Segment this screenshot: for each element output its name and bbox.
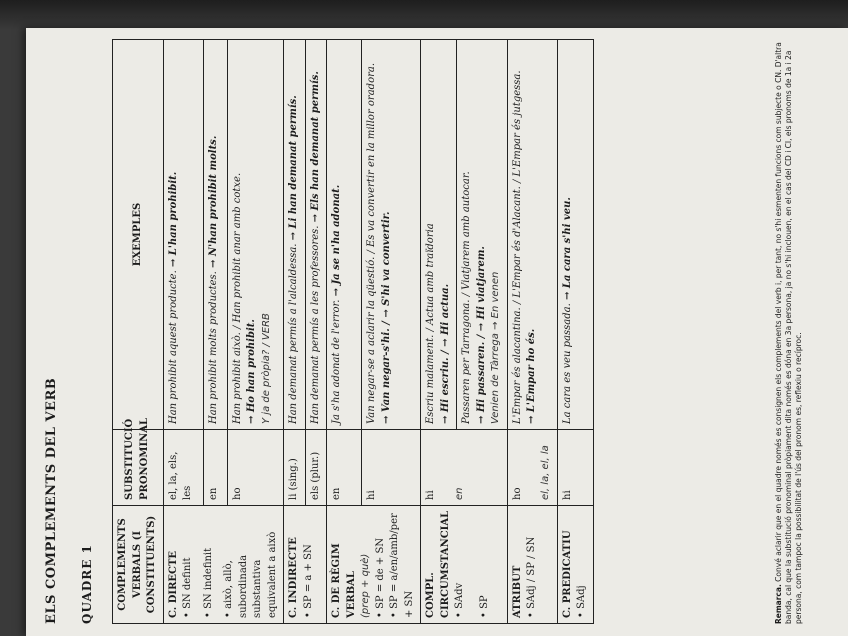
- complements-table: [112, 39, 594, 624]
- pronoun-cell: hi: [557, 430, 593, 506]
- example-text: Han prohibit aquest producte.: [167, 270, 179, 424]
- pronoun-cell: [421, 430, 508, 506]
- subcategory-label: • SP: [478, 511, 493, 618]
- header-exemples: EXEMPLES: [113, 40, 164, 430]
- category-cell: [327, 506, 421, 624]
- subcategory-label: • SAdj / SP / SN: [525, 511, 540, 618]
- subcategory-label: • SN definit: [181, 511, 196, 618]
- handwritten-note: Venien de Tàrrega → En venen: [490, 271, 501, 424]
- remark-text: Convé aclarir que en el quadre només es consignen els complements del verb i, per tant, no s'hi esmenten funcions com subjecte o CN. D'altra banda, cal que la substitució pronominal pròpiament dita només es dóna en 3a persona, ja no s'hi inclouen, en el cas del CD i CI, els pronoms de 1a i 2a persona, com tampoc la possibilitat de l'ús del pronom es, reflexiu o recíproc.: [774, 42, 804, 624]
- table-row: [163, 40, 203, 624]
- category-cell: [557, 506, 593, 624]
- subcategory-label: • SN indefinit: [202, 511, 217, 618]
- document-title: ELS COMPLEMENTS DEL VERB: [44, 377, 59, 624]
- pronoun-cell: en: [327, 430, 362, 506]
- category-cell: [284, 506, 327, 624]
- rotated-content: [26, 28, 848, 636]
- pronoun-value: ho: [511, 487, 523, 500]
- example-result: → Van negar-s'hi. / → S'hi va convertir.: [380, 211, 392, 424]
- example-text: Passaren per Tarragona. / Viatjarem amb autocar.: [461, 171, 472, 424]
- subcategory-label: • això, allò, subordinada substantiva equivalent a això: [222, 511, 280, 618]
- category-label: C. DE RÈGIM VERBAL: [331, 543, 357, 618]
- table-header-row: [113, 40, 164, 624]
- example-result: → Els han demanat permís.: [309, 71, 321, 223]
- table-row: [557, 40, 593, 624]
- pronoun-value: hi: [425, 490, 436, 500]
- example-text: Escriu malament. / Actua amb traïdoria: [425, 223, 436, 424]
- handwritten-note: (prep + què): [360, 553, 371, 618]
- pronoun-cell: en: [203, 430, 227, 506]
- subcategory-label: • SP = a + SN: [302, 511, 317, 618]
- category-label: C. PREDICATIU: [561, 530, 573, 618]
- example-cell: [163, 40, 203, 430]
- example-result: → N'han prohibit molts.: [207, 135, 219, 268]
- category-label: COMPL. CIRCUMSTANCIAL: [425, 510, 451, 618]
- example-result: → Li han demanat permís.: [288, 95, 299, 241]
- background-shadow: [0, 0, 848, 30]
- example-result: → Ho han prohibit.: [246, 319, 258, 424]
- example-cell: [305, 40, 327, 430]
- example-result: → Hi escriu. / → Hi actua.: [439, 283, 451, 424]
- handwritten-note: Y ja de pròpia? / VERB: [260, 313, 272, 424]
- example-cell: [507, 40, 557, 430]
- example-result: → La cara s'hi veu.: [561, 197, 573, 300]
- pronoun-cell: el, la, els, les: [163, 430, 203, 506]
- category-cell: [421, 506, 508, 624]
- example-result: → Ja se n'ha adonat.: [331, 184, 342, 297]
- category-label: ATRIBUT: [511, 565, 523, 618]
- example-text: Han demanat permís a l'alcaldessa.: [288, 243, 299, 424]
- example-cell: [203, 40, 227, 430]
- table-row: [507, 40, 557, 624]
- header-substitucio: SUBSTITUCIÓ PRONOMINAL: [113, 430, 164, 506]
- pronoun-cell: ho: [227, 430, 283, 506]
- example-text: Han prohibit això. / Han prohibit anar amb cotxe.: [231, 172, 243, 424]
- example-result: → Hi passaren. / → Hi viatjarem.: [475, 246, 487, 424]
- handwritten-note: el, la, el, la: [540, 445, 551, 500]
- example-text: Ja s'ha adonat de l'error.: [331, 299, 342, 424]
- example-text: Han prohibit molts productes.: [207, 271, 219, 424]
- document-subtitle: QUADRE 1: [80, 544, 94, 624]
- handwritten-note: en: [453, 487, 465, 500]
- remark-note: [774, 40, 804, 624]
- example-cell: [227, 40, 283, 430]
- table-row: [284, 40, 306, 624]
- example-cell: [457, 40, 508, 430]
- document-page: [26, 28, 848, 636]
- table-row: [327, 40, 362, 624]
- pronoun-cell: els (plur.): [305, 430, 327, 506]
- category-label: C. INDIRECTE: [288, 537, 299, 618]
- subcategory-label: • SP = a/en/amb/per + SN: [388, 511, 417, 618]
- example-text: L'Empar és alacantina. / L'Empar és d'Alacant. / L'Empar és jutgessa.: [511, 70, 523, 424]
- example-cell: [421, 40, 457, 430]
- subcategory-label: • SAdv: [453, 511, 468, 618]
- example-cell: [362, 40, 421, 430]
- header-complements: COMPLEMENTS VERBALS (I CONSTITUENTS): [113, 506, 164, 624]
- example-text: Van negar-se a aclarir la qüestió. / Es va convertir en la millor oradora.: [366, 62, 378, 424]
- example-cell: [327, 40, 362, 430]
- example-result: → L'Empar ho és.: [526, 328, 537, 424]
- category-cell: [163, 506, 284, 624]
- category-label: C. DIRECTE: [167, 550, 179, 618]
- category-cell: [507, 506, 557, 624]
- remark-label: Remarca.: [774, 584, 783, 624]
- pronoun-cell: li (sing.): [284, 430, 306, 506]
- pronoun-cell: hi: [362, 430, 421, 506]
- example-cell: [557, 40, 593, 430]
- example-result: → L'han prohibit.: [167, 171, 179, 268]
- example-cell: [284, 40, 306, 430]
- subcategory-label: • SP = de + SN: [374, 511, 389, 618]
- example-text: La cara es veu passada.: [561, 303, 573, 424]
- table-row: [421, 40, 457, 624]
- pronoun-cell: [507, 430, 557, 506]
- subcategory-label: • SAdj: [575, 511, 590, 618]
- example-text: Han demanat permís a les professores.: [309, 225, 321, 424]
